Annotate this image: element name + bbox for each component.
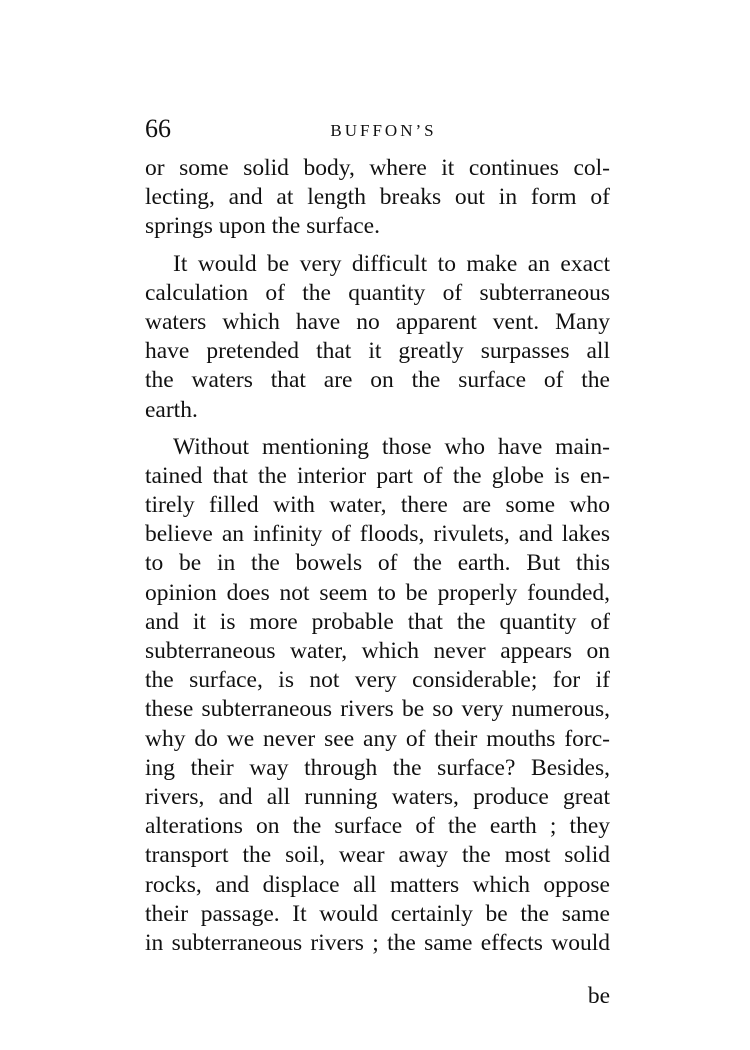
- text-line: their passage. It would certainly be the same: [145, 900, 610, 927]
- text-line: ing their way through the surface? Besides,: [145, 754, 610, 781]
- paragraph-3: [145, 433, 610, 958]
- paragraph-gap: [145, 425, 610, 433]
- text-line: springs upon the surface.: [145, 213, 380, 240]
- catchword: be: [587, 983, 610, 1009]
- text-line: why do we never see any of their mouths forc-: [145, 725, 610, 752]
- text-line: lecting, and at length breaks out in form of: [145, 184, 610, 211]
- running-head: [145, 112, 610, 146]
- text-line: the waters that are on the surface of the: [145, 367, 610, 394]
- page-number: 66: [145, 114, 171, 143]
- body-text: [145, 154, 610, 958]
- text-line: transport the soil, wear away the most solid: [145, 842, 610, 869]
- text-line: and it is more probable that the quantity of: [145, 608, 610, 635]
- running-title: BUFFON’S: [330, 121, 437, 140]
- text-line: in subterraneous rivers ; the same effects would: [145, 929, 610, 956]
- text-line: tirely filled with water, there are some who: [145, 492, 610, 519]
- text-line: have pretended that it greatly surpasses all: [145, 338, 610, 365]
- text-line: believe an infinity of floods, rivulets, and lakes: [145, 521, 610, 548]
- paragraph-gap: [145, 242, 610, 250]
- text-line: subterraneous water, which never appears on: [145, 638, 610, 664]
- text-line: opinion does not seem to be properly founded,: [145, 579, 610, 606]
- text-line: alterations on the surface of the earth ; they: [145, 813, 610, 840]
- text-line: tained that the interior part of the globe is en-: [145, 462, 610, 489]
- paragraph-1: [145, 154, 610, 242]
- text-line: calculation of the quantity of subterraneous: [145, 279, 610, 306]
- text-line: earth.: [145, 396, 198, 423]
- text-line: rocks, and displace all matters which oppose: [145, 871, 610, 898]
- text-line: Without mentioning those who have main-: [173, 433, 610, 460]
- text-line: these subterraneous rivers be so very numerous,: [145, 696, 610, 723]
- text-line: the surface, is not very considerable; for if: [145, 667, 610, 694]
- text-line: waters which have no apparent vent. Many: [145, 308, 610, 335]
- paragraph-2: [145, 250, 610, 425]
- text-line: rivers, and all running waters, produce great: [145, 783, 610, 810]
- text-line: or some solid body, where it continues col-: [145, 155, 610, 181]
- text-line: to be in the bowels of the earth. But this: [145, 550, 610, 577]
- text-line: It would be very difficult to make an exact: [173, 250, 610, 277]
